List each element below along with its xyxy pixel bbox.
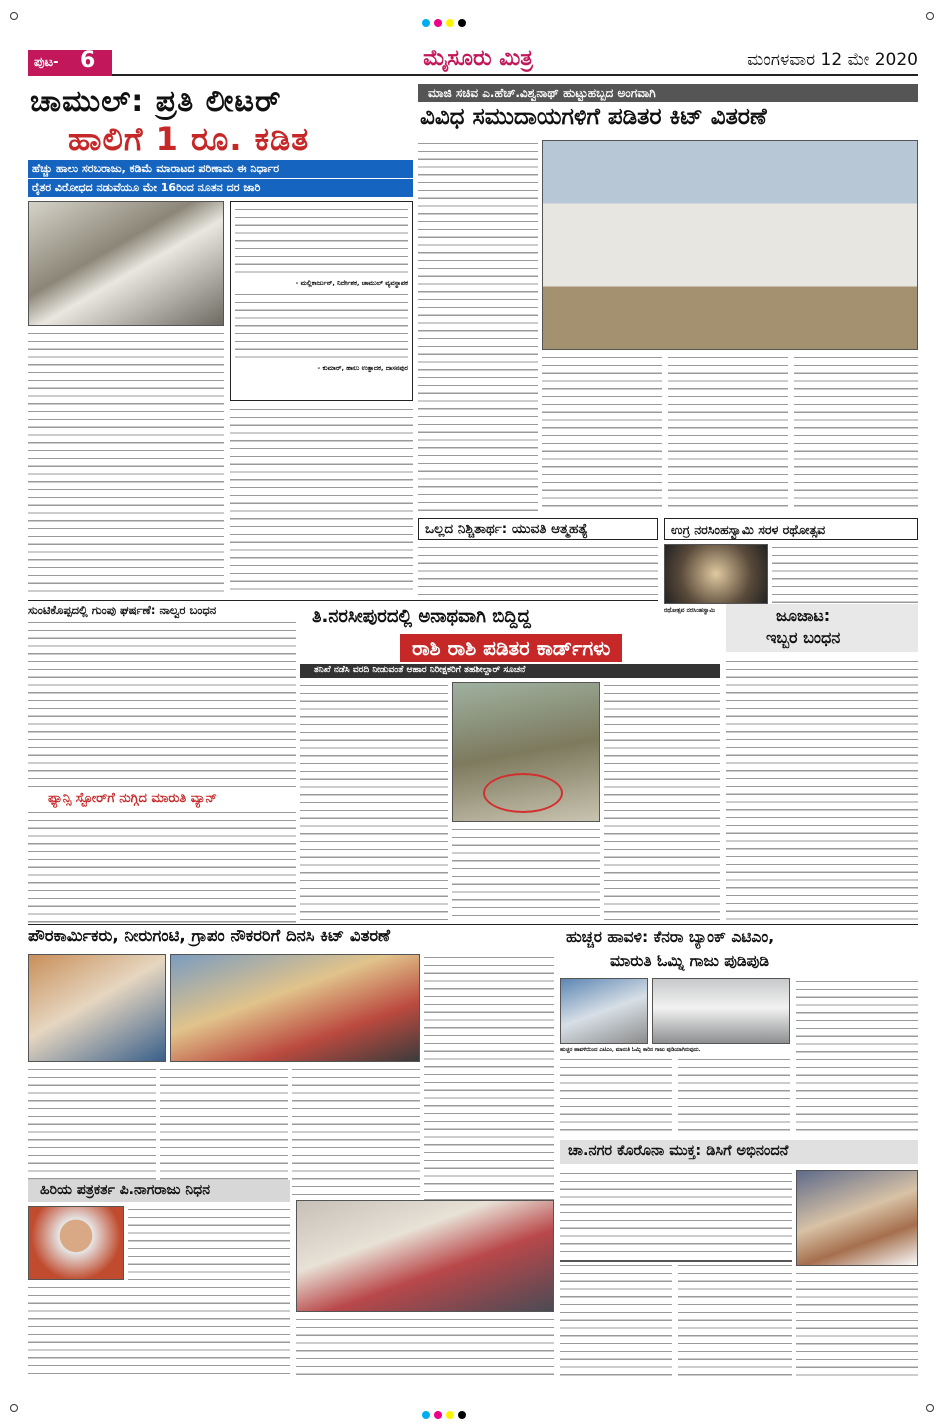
hutchara-body-col2 (678, 1056, 790, 1136)
milk-quote1-attribution: - ಮಲ್ಲಿಕಾರ್ಜುನ್, ನಿರ್ದೇಶಕ, ಚಾಮುಲ್ ವ್ಯವಸ್ಥಾಪಕ (295, 279, 408, 287)
page-header (28, 44, 918, 76)
temple-caption: ರಥೋತ್ಸವ ನರಸಿಂಹಸ್ವಾಮಿ (664, 607, 716, 614)
corona-body-bottom-3 (796, 1270, 918, 1376)
divider (28, 924, 918, 925)
ration-subhead: ತನಿಖೆ ನಡೆಸಿ ವರದಿ ನೀಡುವಂತೆ ಆಹಾರ ನಿರೀಕ್ಷಕರಿಗೆ ತಹಶೀಲ್ದಾರ್ ಸೂಚನೆ (300, 664, 720, 678)
newspaper-name: ಮೈಸೂರು ಮಿತ್ರ (423, 46, 533, 71)
kit-body-col2 (542, 354, 662, 512)
milk-quote2-attribution: - ಕುಮಾರ್, ಹಾಲು ಉತ್ಪಾದಕ, ದಾಸನಪುರ (317, 364, 408, 372)
hutchara-caption: ಹುಚ್ಚರ ಹಾವಳಿಯಿಂದ ಎಟಿಎಂ, ಮಾರುತಿ ಓಮ್ನಿ ಕಾರಿನ ಗಾಜು ಪುಡಿಯಾಗಿರುವುದು. (560, 1047, 701, 1053)
corona-body-bottom-2 (678, 1262, 792, 1376)
story-pourakarmika (28, 926, 554, 1200)
milk-quote-box (230, 201, 413, 401)
milk-bullet-1: ಹೆಚ್ಚು ಹಾಲು ಸರಬರಾಜು, ಕಡಿಮೆ ಮಾರಾಟದ ಪರಿಣಾಮ ಈ ನಿರ್ಧಾರ (28, 160, 413, 178)
pourakarmika-headline: ಪೌರಕಾರ್ಮಿಕರು, ನೀರುಗಂಟಿ, ಗ್ರಾಪಂ ನೌಕರರಿಗೆ ದಿನಸಿ ಕಿಟ್ ವಿತರಣೆ (28, 926, 391, 945)
gamble-headline-line2: ಇಬ್ಬರ ಬಂಧನ (766, 628, 841, 647)
ration-photo (452, 682, 600, 822)
milk-bullet-2: ರೈತರ ವಿರೋಧದ ನಡುವೆಯೂ ಮೇ 16ರಿಂದ ನೂತನ ದರ ಜಾರಿ (28, 179, 413, 197)
story-corona (560, 1140, 918, 1376)
kit-distribution-photo (296, 1200, 554, 1312)
hutchara-headline-line2: ಮಾರುತಿ ಓಮ್ನಿ ಗಾಜು ಪುಡಿಪುಡಿ (610, 952, 770, 970)
page-number: 6 (80, 48, 96, 73)
hutchara-headline-line1: ಹುಚ್ಚರ ಹಾವಳಿ: ಕೆನರಾ ಬ್ಯಾಂಕ್ ಎಟಿಎಂ, (566, 928, 775, 946)
story-kit-top (418, 84, 918, 514)
clash-body (28, 619, 296, 787)
milk-body-col1 (28, 330, 224, 594)
story-gamble (726, 604, 918, 920)
kit-kicker: ಮಾಜಿ ಸಚಿವ ಎ.ಹೆಚ್.ವಿಶ್ವನಾಥ್ ಹುಟ್ಟುಹಬ್ಬದ ಅಂಗವಾಗಿ (418, 84, 918, 102)
ration-body-col2 (452, 826, 600, 922)
hutchara-body-col1 (560, 1056, 672, 1136)
suicide-headline: ಒಲ್ಲದ ನಿಶ್ಚಿತಾರ್ಥ: ಯುವತಿ ಆತ್ಮಹತ್ಯೆ (418, 518, 658, 540)
kit-body-col4 (794, 354, 918, 512)
pourakarmika-body-col3 (292, 1066, 420, 1200)
ration-headline-line2: ರಾಶಿ ರಾಶಿ ಪಡಿತರ ಕಾರ್ಡ್‌ಗಳು (400, 634, 622, 662)
pourakarmika-body-side (424, 954, 554, 1200)
kit-distribution-caption (296, 1316, 554, 1376)
van-body (28, 809, 296, 923)
registration-mark-bottom-right (926, 1404, 934, 1412)
hutchara-body-side (796, 978, 918, 1136)
journalist-headline: ಹಿರಿಯ ಪತ್ರಕರ್ತ ಪಿ.ನಾಗರಾಜು ನಿಧನ (28, 1180, 290, 1202)
color-registration-marks-bottom (420, 1404, 468, 1423)
kit-headline: ವಿವಿಧ ಸಮುದಾಯಗಳಿಗೆ ಪಡಿತರ ಕಿಟ್ ವಿತರಣೆ (420, 104, 767, 130)
ration-body-col3 (604, 682, 720, 922)
divider (28, 600, 658, 601)
milk-body-col2 (230, 406, 413, 594)
registration-mark-top-left (10, 12, 18, 20)
gamble-headline-line1: ಜೂಜಾಟ: (776, 606, 831, 625)
story-temple (664, 518, 918, 604)
corona-body-bottom-1 (560, 1262, 672, 1376)
corona-photo (796, 1170, 918, 1266)
pourakarmika-photo-2 (170, 954, 420, 1062)
issue-date: ಮಂಗಳವಾರ 12 ಮೇ 2020 (747, 50, 918, 70)
story-milk (28, 84, 413, 596)
journalist-body-side (128, 1206, 290, 1280)
kit-body-col3 (668, 354, 788, 512)
color-registration-marks-top (420, 12, 468, 31)
page-label: ಪುಟ- (34, 55, 59, 70)
milk-headline-line2: ಹಾಲಿಗೆ 1 ರೂ. ಕಡಿತ (68, 120, 310, 158)
ration-photo-highlight (483, 773, 563, 813)
hutchara-photo-atm (560, 978, 648, 1044)
kit-photo (542, 140, 918, 350)
registration-mark-bottom-left (10, 1404, 18, 1412)
pourakarmika-photo-1 (28, 954, 166, 1062)
temple-headline: ಉಗ್ರ ನರಸಿಂಹಸ್ವಾಮಿ ಸರಳ ರಥೋತ್ಸವ (664, 518, 918, 540)
page-number-tag (28, 50, 112, 76)
corona-headline: ಚಾ.ನಗರ ಕೊರೊನಾ ಮುಕ್ತ: ಡಿಸಿಗೆ ಅಭಿನಂದನೆ (568, 1143, 789, 1159)
kit-body-col1 (418, 140, 538, 512)
hutchara-photo-van (652, 978, 790, 1044)
milk-photo (28, 201, 224, 326)
van-headline: ಫ್ಯಾನ್ಸಿ ಸ್ಟೋರ್‌ಗೆ ನುಗ್ಗಿದ ಮಾರುತಿ ವ್ಯಾನ್ (48, 791, 217, 806)
clash-headline: ಸುಂಟಿಕೊಪ್ಪದಲ್ಲಿ ಗುಂಪು ಘರ್ಷಣೆ: ನಾಲ್ವರ ಬಂಧನ (28, 603, 217, 617)
temple-photo (664, 544, 768, 604)
ration-headline-line1: ತಿ.ನರಸೀಪುರದಲ್ಲಿ ಅನಾಥವಾಗಿ ಬಿದ್ದಿದ್ದ (312, 606, 531, 627)
milk-headline-line1: ಚಾಮುಲ್: ಪ್ರತಿ ಲೀಟರ್ (30, 84, 282, 119)
story-journalist (28, 1180, 290, 1376)
story-suicide (418, 518, 658, 596)
ration-body-col1 (300, 682, 448, 922)
suicide-body (418, 544, 658, 596)
temple-body (772, 544, 918, 604)
journalist-body (28, 1284, 290, 1376)
journalist-photo (28, 1206, 124, 1280)
story-ration (300, 606, 720, 922)
story-clash (28, 603, 296, 923)
gamble-body (726, 658, 918, 920)
corona-body-top (560, 1170, 792, 1256)
registration-mark-top-right (926, 12, 934, 20)
